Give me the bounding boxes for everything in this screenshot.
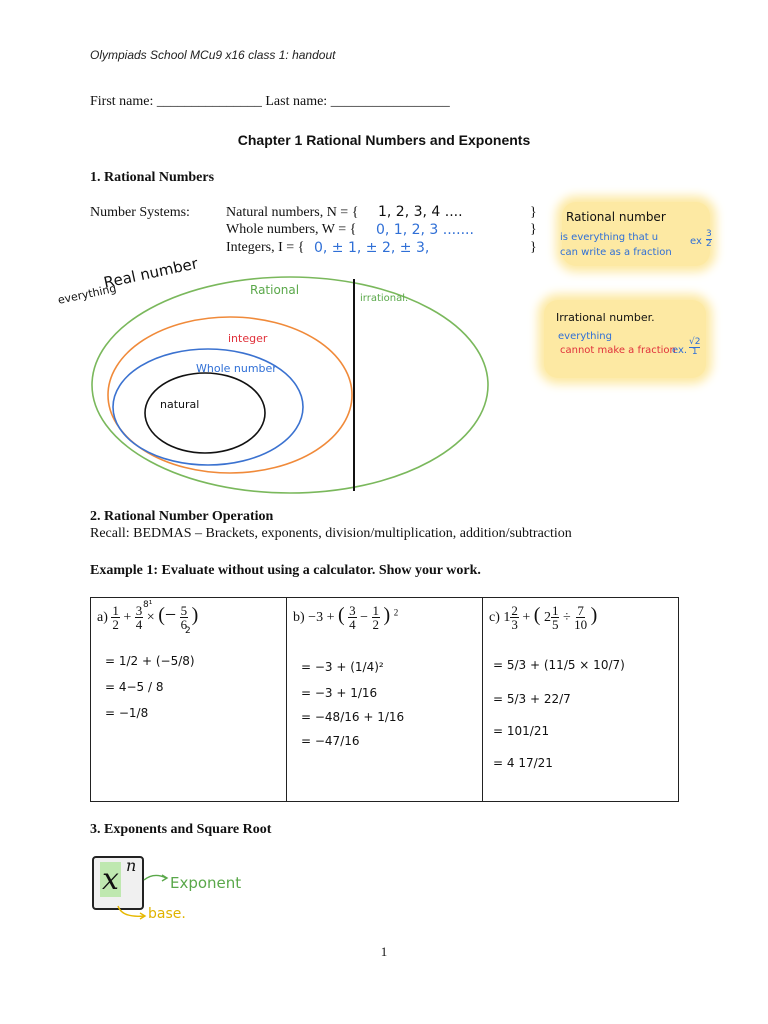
irrational-label: irrational. [360,293,409,304]
note2-ex-den: 1 [691,347,698,357]
work-b-step-3: = −48/16 + 1/16 [301,710,405,724]
work-b-step-4: = −47/16 [301,734,360,748]
work-c-step-3: = 101/21 [493,724,550,738]
work-c-step-4: = 4 17/21 [493,756,553,770]
section-2-title: 2. Rational Number Operation [90,509,274,524]
b-f1-den: 4 [349,617,356,633]
a-open-paren: (− [158,604,177,626]
b-exponent: 2 [393,607,399,618]
document-header: Olympiads School MCu9 x16 class 1: handout [90,48,336,62]
c-close-paren: ) [590,604,598,626]
natural-label: natural [160,398,200,411]
page-number: 1 [380,944,388,959]
note1-body2: can write as a fraction [560,247,672,258]
problem-c-expression [489,604,597,631]
a-op2: × [146,610,155,625]
note1-body1: is everything that u [560,232,659,243]
c-f3-num: 7 [577,603,584,619]
a-f3-den: 6 [180,617,188,633]
natural-brace-close: } [530,205,537,220]
c-op: + [522,610,531,625]
natural-numbers-label: Natural numbers, N = { [226,205,359,220]
a-close-paren: ) [191,604,199,626]
a-scratch-mark-1: 8¹ [143,600,153,610]
note2-body2: cannot make a fraction [560,345,676,356]
c-frac-1 [510,604,519,631]
note2-ex-num: √2 [689,337,701,347]
base-arrow [118,906,144,916]
work-a-step-2: = 4−5 / 8 [105,680,164,694]
b-frac-2 [372,604,381,631]
a-op1: + [123,610,132,625]
integers-brace-close: } [530,240,537,255]
b-frac-1 [348,604,357,631]
b-prefix: −3 + [308,610,335,625]
b-op: − [360,610,369,625]
number-system-diagram [40,265,510,505]
c-whole-2: 2 [543,610,551,625]
work-a-step-3: = −1/8 [105,706,149,720]
b-close-paren: ) [383,604,391,626]
problem-a-label: a) [97,610,108,625]
integer-label: integer [228,332,268,345]
everything-label: everything [56,281,118,307]
work-b-step-2: = −3 + 1/16 [301,686,378,700]
real-numbers-ellipse [92,277,488,493]
example-1-table [90,597,679,802]
note2-body1: everything [558,331,612,342]
c-frac-2 [551,604,560,631]
exponent-n: n [126,856,137,875]
c-f2-num: 1 [551,603,559,619]
a-f2-num: 3 [135,603,143,619]
integers-handwritten: 0, ± 1, ± 2, ± 3, [314,240,430,256]
integers-label: Integers, I = { [226,240,305,255]
note2-title: Irrational number. [556,311,655,324]
work-c-step-2: = 5/3 + 22/7 [493,692,571,706]
problem-c-label: c) [489,610,500,625]
work-b-step-1: = −3 + (1/4)² [301,660,384,674]
c-f1-den: 3 [511,617,518,633]
c-op2: ÷ [562,610,571,625]
problem-a-cell [91,598,287,802]
work-c-step-1: = 5/3 + (11/5 × 10/7) [493,658,625,672]
note2-example-label: ex. [672,345,688,356]
b-f1-num: 3 [349,603,356,619]
work-a-step-1: = 1/2 + (−5/8) [105,654,195,668]
whole-numbers-label: Whole numbers, W = { [226,222,357,237]
c-f3-den: 10 [574,617,588,633]
c-f1-num: 2 [511,603,518,619]
c-f2-den: 5 [551,617,559,633]
natural-numbers-handwritten: 1, 2, 3, 4 .... [378,204,463,220]
note1-example-fraction [706,230,712,249]
c-open-paren: ( [533,604,541,626]
base-annotation: base. [148,906,186,922]
a-frac-1 [111,604,120,631]
a-f3-num: 5 [180,603,188,619]
chapter-title: Chapter 1 Rational Numbers and Exponents [237,132,531,148]
natural-numbers-ellipse [145,373,265,453]
example-1-heading: Example 1: Evaluate without using a calculator. Show your work. [90,563,481,578]
rational-label: Rational [250,283,300,297]
section-1-title: 1. Rational Numbers [90,170,215,185]
real-number-label: Real number [102,254,200,292]
whole-numbers-handwritten: 0, 1, 2, 3 ....... [376,222,474,238]
exponent-annotation: Exponent [170,874,242,892]
a-f1-den: 2 [112,617,119,633]
a-f2-den: 4 [135,617,143,633]
b-f2-num: 1 [372,603,380,619]
a-f1-num: 1 [112,603,119,619]
c-frac-3 [574,604,587,631]
problem-b-cell [287,598,483,802]
a-scratch-mark-2: 2 [185,626,191,636]
whole-number-label: Whole number [196,362,277,375]
note1-ex-num: 3 [706,229,712,239]
note1-example-label: ex [690,236,702,247]
whole-brace-close: } [530,222,537,237]
base-x: x [102,862,119,897]
note1-title: Rational number [566,210,666,224]
note2-example-fraction [689,338,700,357]
problem-b-label: b) [293,610,305,625]
problem-c-cell [483,598,679,802]
bedmas-recall: Recall: BEDMAS – Brackets, exponents, division/multiplication, addition/subtraction [90,526,572,541]
b-open-paren: ( [337,604,345,626]
problem-b-expression [293,604,398,631]
name-fields-line: First name: _______________ Last name: _________________ [90,94,450,109]
note1-ex-den: 2 [706,239,712,249]
section-3-title: 3. Exponents and Square Root [90,822,272,837]
b-f2-den: 2 [372,617,380,633]
c-whole-1: 1 [503,610,511,625]
number-systems-label: Number Systems: [90,205,190,220]
